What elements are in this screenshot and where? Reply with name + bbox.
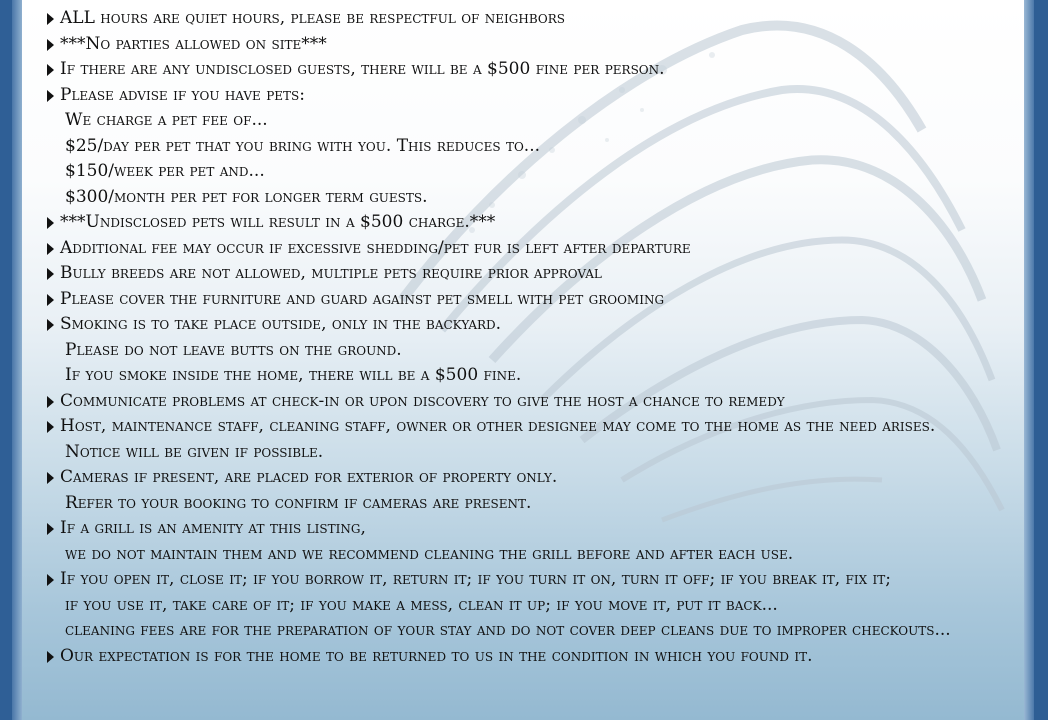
rule-text: Our expectation is for the home to be returned to us in the condition in which you found it. bbox=[60, 645, 813, 666]
rule-shedding-fee bbox=[46, 236, 1021, 262]
rule-cover-furniture bbox=[46, 287, 1021, 313]
bullet-arrow-icon bbox=[47, 13, 54, 25]
rule-text: ***No parties allowed on site*** bbox=[60, 33, 327, 54]
rule-text: Cameras if present, are placed for exterior of property only. bbox=[60, 467, 558, 487]
rule-open-close bbox=[46, 567, 1021, 593]
rule-use-care bbox=[46, 593, 1021, 619]
rule-text: If you open it, close it; if you borrow it, return it; if you turn it on, turn it off; if you break it, fix it; bbox=[60, 569, 892, 589]
bullet-arrow-icon bbox=[47, 472, 54, 484]
rule-smoking bbox=[46, 312, 1021, 338]
rule-pet-fee-daily bbox=[46, 134, 1021, 160]
bullet-arrow-icon bbox=[47, 523, 54, 535]
rule-staff-notice bbox=[46, 440, 1021, 466]
rule-cameras-booking bbox=[46, 491, 1021, 517]
rule-cleaning-fees bbox=[46, 618, 1021, 644]
rule-text: ALL hours are quiet hours, please be respectful of neighbors bbox=[60, 8, 565, 28]
bullet-arrow-icon bbox=[47, 294, 54, 306]
rule-staff-access bbox=[46, 414, 1021, 440]
bullet-arrow-icon bbox=[47, 217, 54, 229]
rule-smoking-butts bbox=[46, 338, 1021, 364]
left-frame-bevel bbox=[12, 0, 22, 720]
rule-text: $150/week per pet and... bbox=[65, 161, 265, 181]
bullet-arrow-icon bbox=[47, 574, 54, 586]
rule-text: ***Undisclosed pets will result in a $500 charge.*** bbox=[60, 212, 496, 232]
rule-text: Notice will be given if possible. bbox=[65, 441, 324, 462]
bullet-arrow-icon bbox=[47, 39, 54, 51]
rule-text: Communicate problems at check-in or upon discovery to give the host a chance to remedy bbox=[60, 390, 785, 411]
right-frame-bevel bbox=[1024, 0, 1034, 720]
rule-text: If you smoke inside the home, there will be a $500 fine. bbox=[65, 365, 522, 385]
bullet-arrow-icon bbox=[47, 651, 54, 663]
rule-pet-fee-weekly bbox=[46, 159, 1021, 185]
house-rules-list bbox=[46, 6, 1021, 669]
rule-bully-breeds bbox=[46, 261, 1021, 287]
bullet-arrow-icon bbox=[47, 268, 54, 280]
rule-expectation bbox=[46, 644, 1021, 670]
bullet-arrow-icon bbox=[47, 90, 54, 102]
rule-text: we do not maintain them and we recommend cleaning the grill before and after each use. bbox=[65, 543, 794, 564]
left-frame-border bbox=[0, 0, 12, 720]
rule-text: Please do not leave butts on the ground. bbox=[65, 339, 402, 360]
rule-communicate-problems bbox=[46, 389, 1021, 415]
rule-pet-fee bbox=[46, 108, 1021, 134]
rule-no-parties bbox=[46, 32, 1021, 58]
rule-text: Bully breeds are not allowed, multiple pets require prior approval bbox=[60, 263, 602, 283]
bullet-arrow-icon bbox=[47, 421, 54, 433]
bullet-arrow-icon bbox=[47, 319, 54, 331]
rule-text: Additional fee may occur if excessive shedding/pet fur is left after departure bbox=[60, 237, 691, 258]
rule-grill bbox=[46, 516, 1021, 542]
bullet-arrow-icon bbox=[47, 64, 54, 76]
rule-grill-cleaning bbox=[46, 542, 1021, 568]
rule-text: Host, maintenance staff, cleaning staff, owner or other designee may come to the home as the need arises. bbox=[60, 416, 936, 436]
bullet-arrow-icon bbox=[47, 243, 54, 255]
rule-text: if you use it, take care of it; if you make a mess, clean it up; if you move it, put it back... bbox=[65, 594, 778, 615]
rule-pets bbox=[46, 83, 1021, 109]
right-frame-border bbox=[1034, 0, 1048, 720]
rule-undisclosed-guests bbox=[46, 57, 1021, 83]
rule-text: If there are any undisclosed guests, there will be a $500 fine per person. bbox=[60, 59, 665, 79]
rule-smoking-fine bbox=[46, 363, 1021, 389]
rule-undisclosed-pets bbox=[46, 210, 1021, 236]
house-rules-panel bbox=[22, 0, 1024, 720]
rule-text: Refer to your booking to confirm if cameras are present. bbox=[65, 492, 532, 513]
rule-text: $300/month per pet for longer term guests. bbox=[65, 186, 428, 207]
rule-text: Please advise if you have pets: bbox=[60, 84, 305, 105]
rule-text: If a grill is an amenity at this listing, bbox=[60, 518, 366, 538]
rule-text: We charge a pet fee of... bbox=[65, 110, 268, 130]
rule-text: $25/day per pet that you bring with you. This reduces to... bbox=[65, 135, 541, 156]
rule-text: cleaning fees are for the preparation of your stay and do not cover deep cleans due to improper checkouts... bbox=[65, 620, 951, 640]
rule-pet-fee-monthly bbox=[46, 185, 1021, 211]
rule-text: Smoking is to take place outside, only in the backyard. bbox=[60, 314, 502, 334]
bullet-arrow-icon bbox=[47, 396, 54, 408]
rule-text: Please cover the furniture and guard against pet smell with pet grooming bbox=[60, 288, 665, 309]
rule-cameras bbox=[46, 465, 1021, 491]
rule-quiet-hours bbox=[46, 6, 1021, 32]
